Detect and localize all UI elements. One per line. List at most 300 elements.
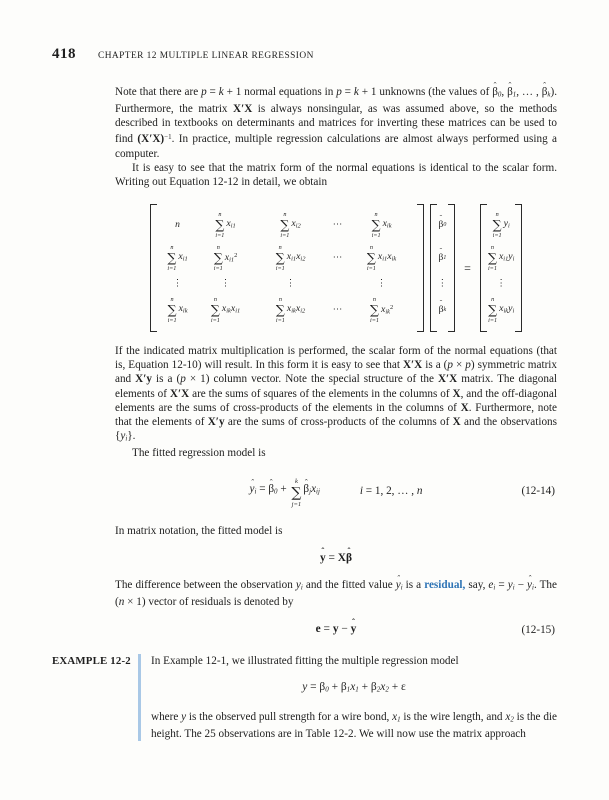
summation-term	[167, 244, 187, 273]
paragraph-matrix-structure	[115, 344, 560, 447]
text-segment: i	[507, 222, 510, 230]
text-segment: y	[508, 302, 513, 314]
paragraph-matrix-form-intro	[115, 161, 560, 190]
text-segment: x	[286, 302, 292, 314]
text-segment: i	[300, 583, 303, 592]
main-text-column	[115, 85, 560, 637]
text-segment: x	[291, 217, 296, 229]
matrix-cell	[326, 218, 350, 232]
matrix-row	[438, 294, 448, 327]
text-segment: y	[181, 710, 187, 723]
sigma-glyph: ∑	[215, 216, 225, 232]
text-segment: =	[256, 483, 269, 496]
text-segment: x	[296, 250, 301, 262]
text-segment: ⋮	[437, 278, 448, 290]
text-segment: x	[350, 681, 356, 694]
text-segment: i1	[229, 256, 235, 264]
matrix-row	[160, 294, 414, 327]
text-segment: x	[286, 250, 292, 262]
text-segment: x	[178, 302, 183, 314]
equation-rhs	[303, 482, 319, 499]
sum-expression	[287, 250, 306, 267]
text-segment: ). Furthermore, the matrix	[115, 86, 560, 115]
line-fitted-model-intro: The fitted regression model is	[132, 447, 266, 460]
text-segment: y ˆ	[527, 578, 532, 592]
sum-limit: n	[495, 210, 499, 218]
text-segment: X	[452, 416, 461, 429]
text-segment: i1	[382, 255, 388, 263]
equation-number: (12-14)	[521, 484, 555, 497]
text-segment: = 1, 2, … ,	[363, 484, 417, 497]
sum-limit: i=1	[167, 317, 177, 325]
text-segment: x	[387, 250, 392, 262]
page-number: 418	[52, 46, 76, 62]
text-segment: X	[460, 401, 469, 414]
text-segment: x	[380, 303, 386, 315]
summation-term	[276, 244, 306, 273]
text-segment: x	[499, 302, 504, 314]
text-segment: ) symmetric matrix and	[115, 359, 560, 386]
sum-limit: i=1	[215, 232, 225, 240]
text-segment: ⋯	[332, 304, 343, 316]
text-segment: + β	[328, 681, 347, 694]
text-segment: i	[400, 583, 403, 592]
sigma-with-limits	[215, 211, 224, 240]
equation-number: (12-15)	[521, 623, 555, 636]
text-segment: The difference between the observation	[115, 579, 296, 592]
text-segment: 1	[443, 255, 447, 262]
text-segment: p	[447, 359, 453, 371]
matrix-cell	[326, 251, 350, 265]
text-segment: i	[125, 435, 128, 443]
text-segment: 2	[385, 685, 389, 694]
text-segment: ik	[386, 222, 392, 230]
sum-limit: n	[374, 210, 378, 218]
equation-12-15	[115, 622, 557, 636]
text-segment: × 1) column vector. Note the special structure of the	[185, 373, 438, 386]
sum-limit: n	[216, 243, 220, 251]
matrix-row	[438, 275, 448, 294]
matrix-cell	[438, 218, 446, 232]
text-segment: e	[315, 623, 321, 636]
sum-expression	[381, 301, 393, 320]
example-label: EXAMPLE 12-2	[52, 654, 131, 667]
text-segment: i1	[182, 255, 188, 263]
paragraph-normal-equations	[115, 85, 560, 161]
sigma-glyph: ∑	[366, 249, 376, 265]
text-segment: i1	[230, 222, 236, 230]
sigma-glyph: ∑	[167, 301, 177, 317]
matrix-cell	[160, 277, 196, 291]
text-segment: i2	[300, 255, 306, 263]
text-segment: =	[495, 579, 508, 592]
text-segment: + 1 normal equations in	[223, 86, 337, 98]
text-segment: are the sums of squares of the elements in the columns of	[189, 387, 453, 400]
sum-limit: n	[278, 295, 282, 303]
text-segment: p	[465, 359, 471, 371]
text-segment: β ˆ	[438, 251, 443, 265]
text-segment: p	[201, 86, 207, 98]
sum-limit: i=1	[488, 317, 498, 325]
sigma-with-limits	[488, 296, 497, 325]
matrix-row	[160, 275, 414, 294]
summation-term	[493, 211, 510, 240]
matrix-cell	[350, 296, 414, 325]
text-segment: ⋮	[496, 278, 506, 290]
text-segment: and the fitted value	[302, 579, 396, 592]
text-segment: matrix. The diagonal elements of	[115, 373, 560, 400]
text-segment: β ˆ	[439, 303, 444, 317]
text-segment: k	[218, 86, 224, 98]
text-segment: y	[508, 250, 513, 262]
matrix-cell	[256, 244, 326, 273]
sum-limit: n	[491, 295, 495, 303]
sum-limit: i=1	[275, 317, 285, 325]
text-segment: is a (	[152, 373, 181, 386]
summation-term	[280, 211, 300, 240]
text-segment: Note that there are	[115, 86, 202, 98]
sum-limit: i=1	[280, 232, 290, 240]
text-segment: i2	[295, 222, 301, 230]
text-segment: x	[382, 217, 387, 229]
text-segment: n	[118, 596, 125, 609]
summation-term	[367, 244, 396, 273]
sum-limit: i=1	[369, 317, 379, 325]
beta-coefficient-vector	[430, 204, 456, 332]
text-segment: n	[175, 219, 180, 231]
text-segment: x	[498, 250, 504, 262]
sum-expression	[504, 217, 510, 234]
matrix-cell	[256, 277, 326, 291]
text-segment: , … ,	[516, 86, 542, 98]
sum-limit: n	[490, 243, 494, 251]
text-segment: −	[338, 623, 351, 636]
text-segment: y	[120, 430, 126, 443]
sum-expression	[226, 217, 235, 234]
matrix-row	[438, 209, 448, 242]
text-segment: x	[377, 250, 383, 262]
text-segment: β ˆ	[492, 85, 498, 99]
text-segment: ⋮	[220, 278, 231, 290]
text-segment: 0	[274, 487, 278, 496]
sigma-glyph: ∑	[275, 249, 285, 265]
text-segment: ⋮	[172, 278, 183, 290]
sigma-with-limits	[211, 296, 220, 325]
text-segment: X	[337, 552, 347, 565]
equation-body	[320, 552, 352, 564]
text-segment: is a	[402, 579, 425, 592]
equation-lhs	[250, 482, 290, 499]
sum-limit: i=1	[213, 265, 223, 273]
text-segment: j	[309, 487, 312, 496]
sigma-glyph: ∑	[291, 485, 302, 502]
sigma-glyph: ∑	[487, 249, 497, 265]
sum-limit: n	[170, 295, 174, 303]
summation-term	[168, 296, 188, 325]
matrix-cell	[196, 211, 256, 240]
sum-expression	[383, 217, 392, 234]
text-segment: X′X	[402, 359, 423, 371]
matrix-cell	[326, 303, 350, 317]
text-segment: x	[230, 302, 236, 314]
summation-term	[372, 211, 392, 240]
matrix-cell	[438, 277, 448, 291]
matrix-cell	[496, 277, 506, 291]
sigma-with-limits	[367, 244, 376, 273]
sigma-with-limits	[291, 478, 301, 509]
sum-limit: n	[170, 243, 174, 251]
matrix-row	[160, 209, 414, 242]
text-segment: i1	[235, 307, 241, 315]
text-segment: 0	[325, 685, 329, 694]
fitted-model-matrix-equation	[115, 551, 557, 565]
text-segment: X	[452, 387, 461, 400]
summation-term	[488, 244, 514, 273]
text-segment: ⋯	[332, 252, 343, 264]
vertical-accent-bar	[138, 654, 141, 741]
equation-body	[316, 623, 357, 635]
example-model-equation	[151, 680, 557, 697]
sum-limit: i=1	[275, 265, 285, 273]
text-segment: + 1 unknowns (the values of	[358, 86, 493, 98]
line-matrix-notation-intro: In matrix notation, the fitted model is	[115, 524, 283, 537]
text-segment: y	[503, 217, 508, 229]
text-segment: y ˆ	[396, 578, 401, 592]
summation-term	[214, 244, 238, 273]
text-segment: is a (	[422, 359, 448, 371]
text-segment: n	[416, 484, 423, 497]
text-segment: i	[493, 583, 496, 592]
text-segment: =	[325, 552, 338, 565]
sigma-glyph: ∑	[210, 301, 220, 317]
summation-term	[215, 211, 235, 240]
text-segment: X′y	[207, 416, 225, 429]
example-12-2-section	[52, 654, 560, 741]
text-segment: (X′X)	[137, 133, 165, 146]
sigma-with-limits	[488, 244, 497, 273]
text-segment: k	[353, 86, 359, 98]
text-segment: are the sums of cross-products of the columns of	[224, 416, 453, 429]
text-segment: β ˆ	[303, 482, 309, 496]
matrix-cell	[196, 296, 256, 325]
matrix-cell	[350, 211, 414, 240]
text-segment: i	[512, 307, 515, 315]
example-intro: In Example 12-1, we illustrated fitting the multiple regression model	[151, 654, 459, 667]
text-segment: i	[512, 255, 515, 263]
summation-term	[370, 296, 393, 325]
text-segment: 0	[497, 90, 502, 99]
text-segment: 2	[234, 251, 238, 259]
summation-term	[211, 296, 240, 325]
sum-limit: k	[294, 477, 298, 485]
sigma-with-limits	[167, 244, 176, 273]
text-segment: y	[507, 579, 513, 592]
matrix-row	[160, 242, 414, 275]
sigma-with-limits	[280, 211, 289, 240]
sigma-glyph: ∑	[275, 301, 285, 317]
text-segment: p	[180, 373, 186, 386]
text-segment: −	[514, 579, 528, 592]
text-segment: +	[277, 483, 290, 496]
text-segment: If the indicated matrix multiplication is performed, the scalar form of the normal equations (that is, Equation 12-10) will result. In this form it is easy to see that	[115, 344, 560, 371]
text-segment: , and the off-diagonal elements are the sums of cross-products of the elements in the columns of	[115, 387, 560, 414]
sum-limit: n	[369, 243, 373, 251]
equation-12-14	[115, 473, 557, 509]
text-segment: ⋮	[285, 278, 296, 290]
text-segment: 1	[346, 685, 351, 694]
text-segment: . Furthermore, note that the elements of	[115, 401, 560, 429]
sigma-glyph: ∑	[280, 216, 290, 232]
matrix-cell	[438, 251, 446, 265]
text-segment: 1	[355, 685, 359, 694]
text-segment: is always nonsingular, as was assumed above, so the methods described in textbooks on determinants and matrices for inverting these matrices can be used to find	[115, 102, 560, 146]
text-segment: residual,	[424, 579, 466, 592]
xty-vector	[480, 204, 522, 332]
text-segment: x	[178, 250, 183, 262]
sigma-with-limits	[372, 211, 381, 240]
text-segment: × 1) vector of residuals is denoted by	[124, 596, 294, 609]
matrix-cell	[439, 303, 447, 317]
matrix-cell	[350, 244, 414, 273]
text-segment: i1	[503, 255, 509, 263]
sum-limit: n	[218, 210, 222, 218]
text-segment: x	[380, 681, 386, 694]
text-segment: ⋮	[376, 278, 387, 290]
sigma-with-limits	[370, 296, 379, 325]
text-segment: X′X	[169, 387, 190, 400]
sum-expression	[179, 302, 188, 319]
text-segment: + ε	[388, 681, 406, 694]
text-segment: It is easy to see that the matrix form of the normal equations is identical to the scalar form. Writing out Equation 12-12 in detail, we obtain	[115, 162, 560, 189]
equals-sign: =	[464, 260, 471, 275]
text-segment: 2	[389, 303, 394, 311]
page-header	[52, 46, 557, 63]
sum-limit: n	[278, 243, 282, 251]
matrix-cell	[256, 211, 326, 240]
matrix-cell	[493, 211, 510, 240]
text-segment: ,	[501, 86, 508, 98]
text-segment: and the observations {	[115, 416, 560, 443]
summation-term	[276, 296, 305, 325]
text-segment: . In practice, multiple regression calculations are almost always performed using a computer.	[115, 133, 560, 160]
matrix-cell	[256, 296, 326, 325]
matrix-cell	[160, 244, 196, 273]
sum-limit: i=1	[210, 317, 220, 325]
text-segment: ik	[503, 307, 509, 315]
sum-limit: i=1	[487, 265, 497, 273]
text-segment: i	[254, 487, 257, 496]
text-segment: k	[547, 90, 551, 99]
text-segment: x	[226, 217, 231, 229]
text-segment: ik	[182, 307, 188, 315]
sigma-with-limits	[276, 296, 285, 325]
text-segment: i2	[300, 307, 306, 315]
text-segment: x	[505, 710, 511, 723]
text-segment: ik	[385, 308, 390, 316]
sum-limit: i=1	[167, 265, 177, 273]
sum-expression	[287, 302, 305, 319]
text-segment: X′y	[135, 373, 152, 386]
text-segment: k	[443, 307, 447, 314]
matrix-cell	[160, 296, 196, 325]
text-segment: β ˆ	[346, 551, 352, 565]
sum-expression	[178, 250, 187, 267]
matrix-row	[488, 209, 514, 242]
text-segment: is the observed pull strength for a wire bond,	[186, 710, 393, 723]
sigma-glyph: ∑	[492, 216, 502, 232]
equation-body	[302, 681, 406, 693]
sigma-with-limits	[493, 211, 502, 240]
sigma-glyph: ∑	[213, 249, 223, 265]
text-segment: ik	[391, 255, 397, 263]
sigma-glyph: ∑	[370, 301, 379, 317]
matrix-cell	[488, 296, 514, 325]
summation-symbol	[291, 473, 301, 509]
sum-expression	[378, 250, 396, 267]
text-segment: y	[295, 579, 301, 592]
text-segment: ik	[226, 307, 231, 315]
matrix-row	[438, 242, 448, 275]
text-segment: + β	[358, 681, 377, 694]
sum-expression	[499, 250, 514, 267]
text-segment: i	[359, 484, 363, 497]
text-segment: e	[488, 579, 494, 592]
sigma-glyph: ∑	[167, 249, 177, 265]
text-segment: −1	[164, 133, 172, 142]
sum-expression	[222, 302, 240, 319]
text-segment: X′X	[437, 373, 458, 386]
sum-limit: i=1	[371, 232, 381, 240]
text-segment: say,	[465, 579, 489, 592]
text-segment: x	[221, 302, 227, 314]
text-segment: ×	[452, 359, 466, 371]
sigma-with-limits	[214, 244, 223, 273]
text-segment: 2	[376, 685, 381, 694]
text-segment: =	[320, 623, 333, 636]
text-segment: y ˆ	[351, 622, 357, 636]
text-segment: ij	[316, 487, 320, 496]
equation-12-14-math	[250, 473, 320, 509]
matrix-cell	[160, 218, 196, 232]
text-segment: x	[295, 302, 301, 314]
sum-limit: j=1	[291, 501, 302, 509]
text-segment: y	[332, 623, 339, 636]
text-segment: 1	[512, 90, 517, 99]
matrix-row	[488, 275, 514, 294]
text-segment: β ˆ	[542, 85, 548, 99]
matrix-cell	[350, 277, 414, 291]
text-segment: i1	[291, 255, 297, 263]
text-segment: ⋯	[332, 219, 343, 231]
text-segment: y	[302, 681, 308, 694]
text-segment: p	[336, 86, 342, 98]
text-segment: β ˆ	[507, 85, 513, 99]
text-segment: where	[151, 710, 182, 723]
chapter-title: CHAPTER 12 MULTIPLE LINEAR REGRESSION	[98, 51, 314, 61]
matrix-cell	[488, 244, 514, 273]
text-segment: x	[311, 483, 317, 496]
sum-limit: n	[213, 295, 217, 303]
text-segment: =	[206, 86, 219, 98]
normal-equations-matrix-equation	[115, 204, 557, 332]
text-segment: 2	[510, 715, 514, 724]
matrix-cell	[196, 277, 256, 291]
sum-expression	[499, 302, 514, 319]
sigma-with-limits	[276, 244, 285, 273]
text-segment: 1	[397, 715, 401, 724]
equation-index-condition	[360, 484, 423, 498]
text-segment: i	[532, 583, 534, 592]
